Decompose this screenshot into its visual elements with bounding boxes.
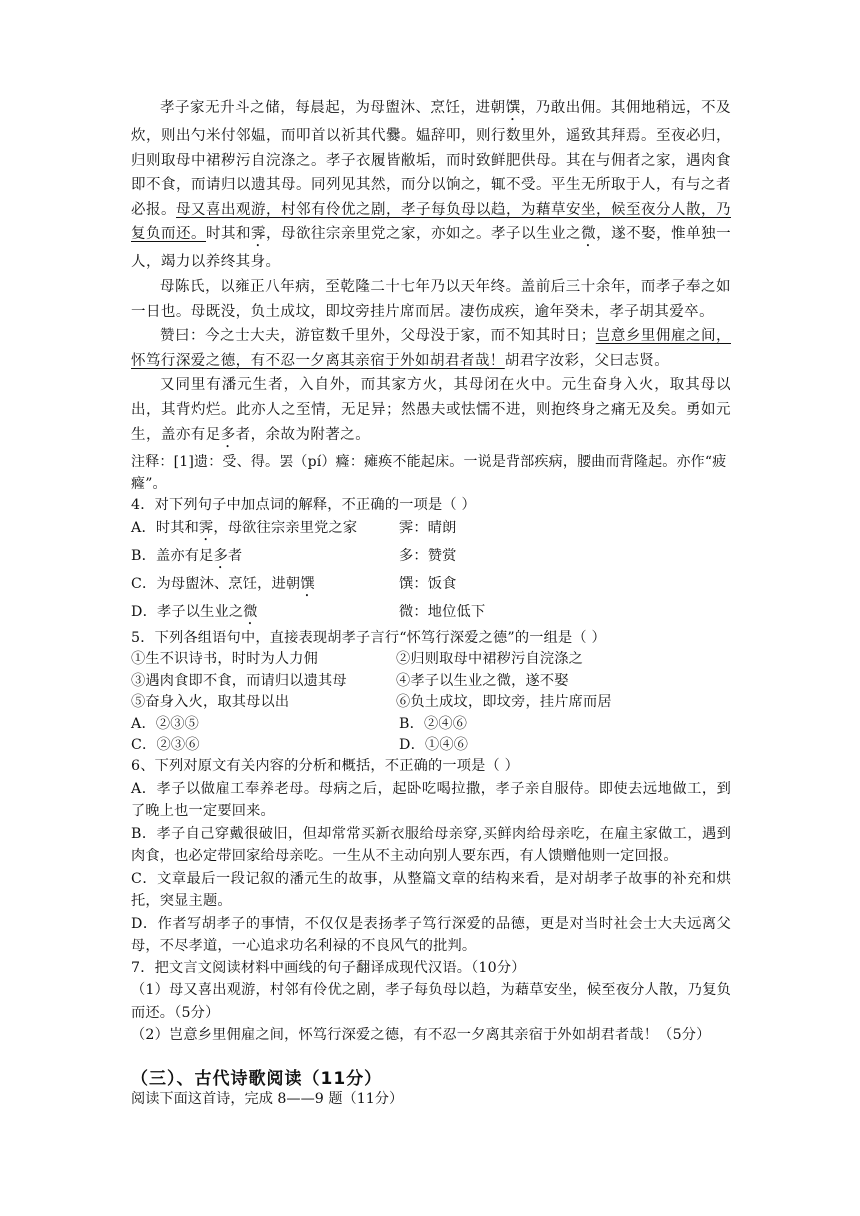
text-run: 孝子家无升斗之储，每晨起，为母盥沐、烹饪，进朝: [160, 100, 506, 116]
option-gloss: 馔：饭食: [399, 575, 457, 592]
item-text: ③遇肉食即不食，而请归以遗其母: [131, 672, 347, 689]
item-text: ②归则取母中裙秽污自浣涤之: [396, 651, 584, 668]
option-gloss: 微：地位低下: [399, 603, 486, 620]
dotted-word: 馔: [300, 575, 315, 592]
classical-passage: [131, 96, 731, 451]
option-text: B．盖亦有足多者: [131, 547, 243, 564]
dotted-word: 馔: [505, 100, 521, 116]
passage-paragraph-3: [131, 324, 731, 373]
section-heading: （三）、古代诗歌阅读（11分）: [131, 1069, 383, 1089]
option-text: D．作者写胡孝子的事情，不仅仅是表扬孝子笃行深爱的品德，更是对当时社会士大夫远离父母，不尽孝道，一心追求功名利禄的不良风气的批判。: [131, 915, 731, 955]
choice-row: [131, 714, 731, 735]
question-stem: 7．把文言文阅读材料中画线的句子翻译成现代汉语。（10分）: [131, 959, 526, 976]
underlined-sentence-2: 岂意乡里佣雇之间，怀笃行深爱之德，有不忍一夕离其亲宿于外如胡君者哉！: [131, 328, 731, 369]
text-run: 赞曰：今之士大夫，游宦数千里外，父母没于家，而不知其时日；: [160, 328, 596, 345]
item-text: ④孝子以生业之微，遂不娶: [396, 672, 569, 689]
section-instruction: 阅读下面这首诗，完成 8——9 题（11分）: [131, 1091, 404, 1107]
question-4: [131, 495, 731, 628]
dotted-word: 霁: [199, 519, 214, 536]
item-text: ⑤奋身入火，取其母以出: [131, 694, 290, 711]
item-text: ①生不识诗书，时时为人力佣: [131, 651, 319, 668]
dotted-word: 微: [243, 603, 258, 620]
question-stem: 6、下列对原文有关内容的分析和概括，不正确的一项是（ ）: [131, 758, 520, 775]
dotted-word: 微: [581, 226, 597, 243]
dotted-word: 多: [213, 547, 228, 564]
dotted-word: 多: [220, 426, 236, 443]
item-row: [131, 649, 731, 670]
choice-text: D．①④⑥: [399, 736, 469, 753]
text-run: 胡君字汝彩，父曰志贤。: [504, 352, 670, 369]
option-row: [131, 544, 731, 572]
dotted-word: 霁: [251, 226, 267, 243]
document-page: [131, 96, 731, 1047]
text-run: 又同里有潘元生者，入自外，而其家方火，其母闭在火中。元生奋身入火，取其母以出，其背灼烂。此亦人之至情，无足异；然愚夫或怯懦不进，则抱终身之痛无及矣。勇如元生，盖亦有足: [131, 377, 731, 443]
underlined-sentence-1: 母又喜出观游，村邻有伶优之剧，孝子每负母以趋，为藉草安坐，候至夜分人散，乃复负而还。: [131, 201, 731, 243]
option-row: [131, 572, 731, 600]
question-6: [131, 756, 731, 957]
passage-paragraph-1: [131, 96, 731, 275]
text-run: 时其和: [206, 226, 252, 243]
passage-paragraph-2: 母陈氏，以雍正八年病，至乾隆二十七年乃以天年终。盖前后三十余年，而孝子奉之如一日也。母既没，负土成坟，即坟旁挂片席而居。凄伤成疾，逾年癸未，孝子胡其爱卒。: [131, 278, 731, 320]
option-text: A．孝子以做雇工奉养老母。母病之后，起卧吃喝拉撒，孝子亲自服侍。即使去远地做工，到了晚上也一定要回来。: [131, 780, 731, 820]
option-text: C．为母盥沐、烹饪，进朝馔: [131, 575, 315, 592]
item-text: ⑥负土成坟，即坟旁，挂片席而居: [396, 694, 612, 711]
question-5: [131, 628, 731, 756]
text-run: ，遂不娶，惟单独一人，竭力以养终其身。: [131, 226, 732, 271]
question-7: [131, 958, 731, 1047]
questions: [131, 451, 731, 1047]
choice-text: B．②④⑥: [399, 715, 468, 732]
option-row: [131, 516, 731, 544]
translation-item-2: （2）岂意乡里佣雇之间，怀笃行深爱之德，有不忍一夕离其亲宿于外如胡君者哉！（5分）: [131, 1027, 711, 1044]
question-stem: 4．对下列句子中加点词的解释，不正确的一项是（ ）: [131, 496, 476, 513]
text-run: ，乃敢出佣。其佣地稍远，不及炊，则出勺米付邻媪，而叩首以祈其代爨。媪辞叩，则行数里外，遥致其拜焉。至夜必归，归则取母中裙秽污自浣涤之。孝子衣履皆敝垢，而时致鲜肥供母。其在与佣者之家，遇肉食即不食，而请归以遗其母。同列见其然，而分以饷之，辄不受。平生无所取于人，有与之者必报。: [131, 100, 731, 218]
option-gloss: 多：赞赏: [399, 547, 457, 564]
item-row: [131, 671, 731, 692]
text-run: ，母欲往宗亲里党之家，亦如之。孝子以生业之: [266, 226, 582, 243]
option-text: C．文章最后一段记叙的潘元生的故事，从整篇文章的结构来看，是对胡孝子故事的补充和烘托，突显主题。: [131, 870, 731, 910]
passage-paragraph-4: [131, 373, 731, 450]
option-row: [131, 600, 731, 628]
option-text: A．时其和霁，母欲往宗亲里党之家: [131, 519, 358, 536]
option-text: B．孝子自己穿戴很破旧，但却常常买新衣服给母亲穿,买鲜肉给母亲吃，在雇主家做工，遇到肉食，也必定带回家给母亲吃。一生从不主动向别人要东西，有人馈赠他则一定回报。: [131, 825, 731, 865]
text-run: 者，余故为附著之。: [235, 426, 371, 443]
choice-row: [131, 735, 731, 756]
choice-text: A．②③⑤: [131, 715, 199, 732]
item-row: [131, 692, 731, 713]
option-gloss: 霁：晴朗: [399, 519, 457, 536]
choice-text: C．②③⑥: [131, 736, 200, 753]
annotation-note: 注释：[1]遗：受、得。罢（pí）癃：瘫痪不能起床。一说是背部疾病，腰曲而背隆起。亦作“疲癃”。: [131, 453, 727, 492]
question-stem: 5．下列各组语句中，直接表现胡孝子言行“怀笃行深爱之德”的一组是（ ）: [131, 629, 606, 646]
translation-item-1: （1）母又喜出观游，村邻有伶优之剧，孝子每负母以趋，为藉草安坐，候至夜分人散，乃复负而还。（5分）: [131, 982, 731, 1021]
option-text: D．孝子以生业之微: [131, 603, 258, 620]
